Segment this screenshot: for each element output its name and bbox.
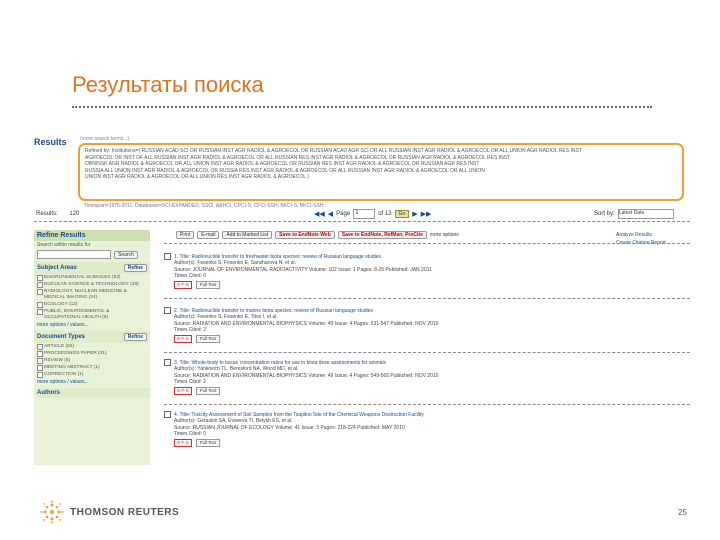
divider: [34, 221, 690, 222]
result-record: [164, 411, 664, 447]
query-line: Refined by: Institutions=( RUSSIAN ACAD SCI OR RUSSIAN INST AGR RADIOL & AGROECOL OR RUSSIAN ACAD AGR SCI OR ALL RUSSIAN INST AGR RADIOL & AGROECOL OR ALL UNION AGR RADIOL RES INST: [85, 148, 582, 154]
record-checkbox[interactable]: [164, 253, 171, 260]
record-authors: Author(s): Yankovich TL, Beresford NA, Wood MD, et al.: [174, 366, 299, 373]
full-text-button[interactable]: Full Text: [196, 335, 221, 344]
results-count-label: Results:: [36, 211, 58, 217]
refine-results-title: Refine Results: [34, 230, 150, 241]
subject-checkbox-item[interactable]: ECOLOGY (12): [34, 301, 150, 308]
record-authors: Author(s): Fesenko S, Fesenko E, Titov I, et al.: [174, 314, 278, 321]
record-authors: Author(s): Fesenko S, Fesenko E, Sanzharova N, et al.: [174, 260, 297, 267]
email-button[interactable]: E-mail: [197, 231, 219, 239]
full-text-button[interactable]: Full Text: [196, 281, 221, 290]
subject-checkbox-item[interactable]: RADIOLOGY, NUCLEAR MEDICINE & MEDICAL IMAGING (24): [34, 288, 150, 301]
thomson-reuters-logo: [40, 500, 179, 524]
record-title[interactable]: 2. Title: Radionuclide transfer to marine biota species: review of Russian language studies: [174, 307, 373, 314]
record-authors: Author(s): Geraskin SA, Evseeva TI, Belykh ES, et al.: [174, 418, 293, 425]
doctype-refine-button[interactable]: Refine: [124, 333, 147, 341]
query-line: RUSSIA ALL UNION INST AGR RADIOL & AGROECOL OR RUSSIA RES INST AGR RADIOL & AGROECOL OR ALL RUSSIAN INST AGR RADIOL & AGROECOL OR ALL UNION: [85, 167, 485, 174]
page-input[interactable]: 1: [353, 209, 375, 219]
last-page-icon[interactable]: ▶▶: [420, 211, 432, 218]
results-label: Results: [34, 137, 67, 147]
subject-checkbox-item[interactable]: NUCLEAR SCIENCE & TECHNOLOGY (28): [34, 281, 150, 288]
go-button[interactable]: Go: [395, 210, 410, 218]
title-divider: [72, 106, 652, 108]
doctype-checkbox-item[interactable]: REVIEW (6): [34, 357, 150, 364]
page-number: 25: [678, 508, 687, 517]
record-buttons: [164, 387, 664, 396]
doctype-checkbox-item[interactable]: PROCEEDINGS PAPER (31): [34, 350, 150, 357]
prev-page-icon[interactable]: ◀: [327, 211, 334, 218]
subject-checkbox-item[interactable]: ENVIRONMENTAL SCIENCES (53): [34, 274, 150, 281]
record-buttons: [164, 439, 664, 448]
record-title-row[interactable]: [164, 307, 664, 314]
sfx-button[interactable]: S·F·X: [174, 281, 192, 290]
record-cited: Times Cited: 0: [174, 273, 207, 280]
result-record: [164, 307, 664, 343]
full-text-button[interactable]: Full Text: [196, 387, 221, 396]
record-source: Source: JOURNAL OF ENVIRONMENTAL RADIOACTIVITY Volume: 102 Issue: 1 Pages: 8-25 Published: JAN 2011: [174, 266, 432, 273]
divider: [164, 404, 690, 405]
search-results-screenshot: [34, 135, 690, 465]
authors-title: Authors: [37, 390, 60, 396]
save-endnote-web-button[interactable]: Save to EndNote Web: [275, 231, 335, 239]
search-within-button[interactable]: Search: [114, 251, 138, 259]
record-title-row[interactable]: [164, 359, 664, 366]
print-button[interactable]: Print: [176, 231, 194, 239]
record-checkbox[interactable]: [164, 359, 171, 366]
query-line: OBNINSK AGR RADIOL & AGROECOL OR ALL UNION INST AGR RADIOL & AGROECOL OR RUSSIAN RES INST AGR RADIOL & AGROECOL OR RUSSIAN AGR RES INST: [85, 161, 480, 167]
logo-text: THOMSON REUTERS: [70, 506, 180, 518]
next-page-icon[interactable]: ▶: [412, 211, 418, 218]
sort-label: Sort by:: [594, 211, 615, 217]
full-text-button[interactable]: Full Text: [196, 439, 221, 448]
page-label: Page: [336, 211, 351, 217]
result-record: [164, 359, 664, 395]
record-cited: Times Cited: 2: [174, 379, 207, 386]
authors-header[interactable]: [34, 388, 150, 398]
add-marked-button[interactable]: Add to Marked List: [222, 231, 272, 239]
subject-more-link[interactable]: more options / values...: [37, 322, 89, 328]
divider: [164, 352, 690, 353]
sfx-button[interactable]: S·F·X: [174, 335, 192, 344]
subject-areas-title: Subject Areas: [37, 265, 77, 271]
page-total: of 13: [378, 211, 392, 217]
divider: [164, 243, 690, 244]
doctype-checkbox-item[interactable]: CORRECTION (1): [34, 371, 150, 378]
record-buttons: [164, 281, 664, 290]
save-endnote-button[interactable]: Save to EndNote, RefMan, ProCite: [338, 231, 427, 239]
divider: [164, 298, 690, 299]
doctype-more-link[interactable]: more options / values...: [37, 379, 89, 385]
record-title-row[interactable]: [164, 253, 664, 260]
record-title[interactable]: 4. Title: Toxicity Assessment of Soil Samples from the Tsaplino Site of the Chemical Weapons Destruction Facility: [174, 411, 424, 418]
record-source: Source: RUSSIAN JOURNAL OF ECOLOGY Volume: 41 Issue: 3 Pages: 218-224 Published: MAY 2010: [174, 424, 405, 431]
query-line: AGROECOL OR INST OF ALL RUSSIAN INST AGR RADIOL & AGROECOL OR ALL RUSSIAN RES INST AGR RADIOL & AGROECOL OR RUSSIAN AGR RADIOL & AGROECOL RES INST: [85, 154, 511, 161]
query-line: UNION INST AGR RADIOL & AGROECOL OR ALL UNION RES INST AGR RADIOL & AGROECOL ): [85, 174, 309, 180]
document-types-header[interactable]: [34, 331, 150, 343]
more-options-link[interactable]: more options: [429, 232, 459, 238]
query-hint[interactable]: (more search terms...): [80, 136, 130, 142]
timespan-databases: Timespan=1975-2011. Databases=SCI-EXPANDED, SSCI, A&HCI, CPCI-S, CPCI-SSH, BKCI-S, BKCI-SSH.: [84, 203, 325, 209]
citation-report-link[interactable]: Create Citation Report: [616, 240, 666, 246]
analyze-results-link[interactable]: Analyze Results: [616, 232, 652, 238]
slide-title: Результаты поиска: [72, 72, 264, 97]
subject-refine-button[interactable]: Refine: [124, 264, 147, 272]
query-summary-box: [78, 143, 684, 201]
logo-dots-icon: [40, 500, 64, 524]
subject-areas-header[interactable]: [34, 262, 150, 274]
output-toolbar: [176, 231, 459, 239]
sfx-button[interactable]: S·F·X: [174, 439, 192, 448]
refine-sidebar: [34, 230, 150, 465]
search-within-label: Search within results for: [37, 242, 91, 248]
record-source: Source: RADIATION AND ENVIRONMENTAL BIOPHYSICS Volume: 49 Issue: 4 Pages: 549-565 Published: NOV 2010: [174, 372, 439, 379]
record-title[interactable]: 1. Title: Radionuclide transfer to freshwater biota species: review of Russian language studies: [174, 253, 382, 260]
document-types-title: Document Types: [37, 334, 85, 340]
subject-checkbox-item[interactable]: PUBLIC, ENVIRONMENTAL & OCCUPATIONAL HEALTH (8): [34, 308, 150, 321]
sort-select[interactable]: Latest Date: [618, 209, 674, 219]
sfx-button[interactable]: S·F·X: [174, 387, 192, 396]
record-checkbox[interactable]: [164, 411, 171, 418]
result-record: [164, 253, 664, 289]
analysis-links: [616, 231, 666, 247]
record-title-row[interactable]: [164, 411, 664, 418]
record-title[interactable]: 3. Title: Whole-body to tissue concentration ratios for use in biota dose assessments for animals: [174, 359, 387, 366]
record-checkbox[interactable]: [164, 307, 171, 314]
record-buttons: [164, 335, 664, 344]
doctype-checkbox-item[interactable]: ARTICLE (82): [34, 343, 150, 350]
search-within-input[interactable]: [37, 250, 111, 259]
results-count-value: 120: [69, 211, 80, 217]
record-source: Source: RADIATION AND ENVIRONMENTAL BIOPHYSICS Volume: 49 Issue: 4 Pages: 531-547 Published: NOV 2010: [174, 320, 439, 327]
results-count: [36, 211, 79, 217]
doctype-checkbox-item[interactable]: MEETING ABSTRACT (1): [34, 364, 150, 371]
first-page-icon[interactable]: ◀◀: [314, 211, 325, 218]
record-cited: Times Cited: 2: [174, 327, 207, 334]
search-within-row: [34, 249, 150, 260]
pagination: [314, 209, 431, 219]
record-cited: Times Cited: 0: [174, 431, 207, 438]
sort-control: [594, 209, 674, 219]
